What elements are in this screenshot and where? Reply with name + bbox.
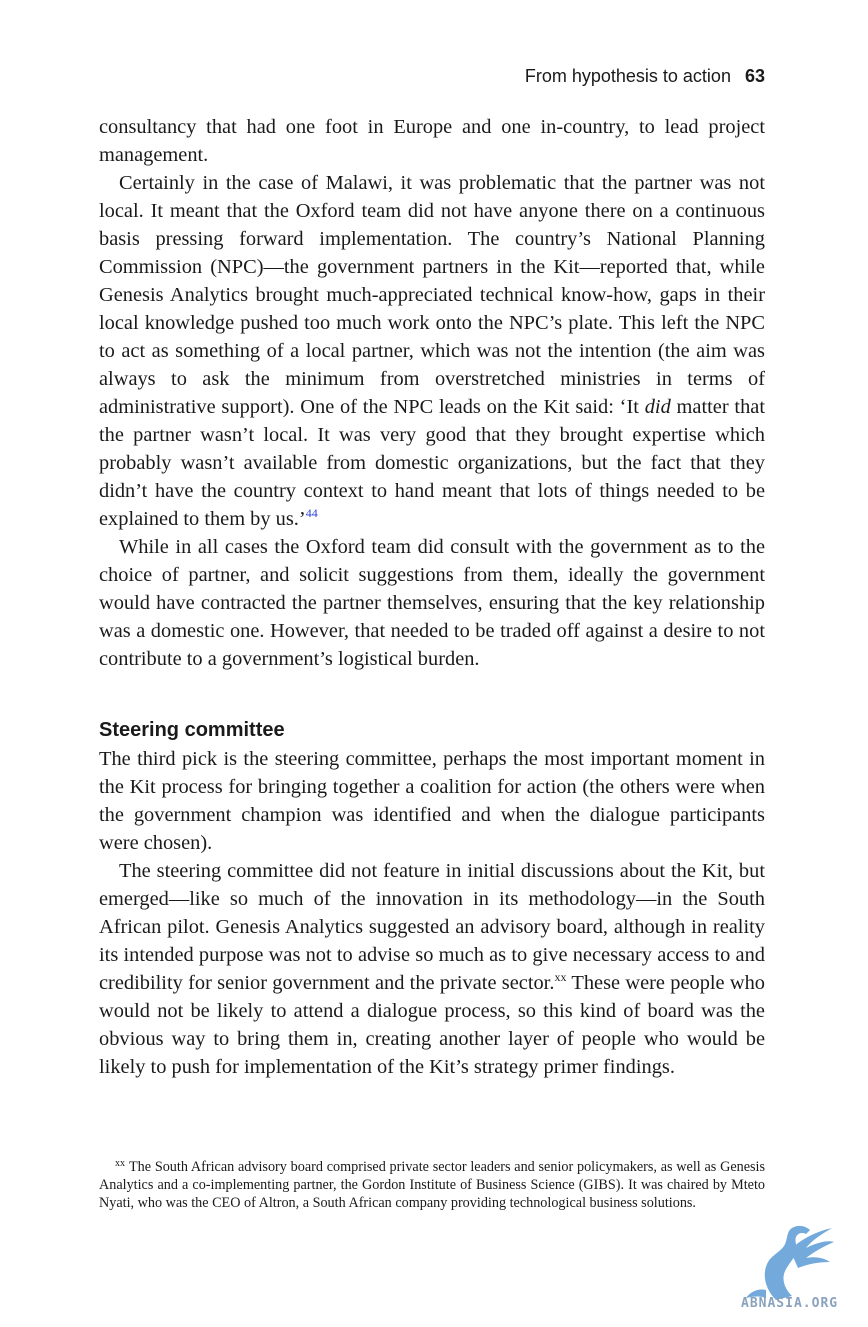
paragraph: The third pick is the steering committee, perhaps the most important moment in the Kit process for bringing together a coalition for action (the others were when the government champion was identified and when the dialogue participants were chosen). xyxy=(99,748,765,854)
endnote-link[interactable]: 44 xyxy=(305,506,318,520)
paragraph: While in all cases the Oxford team did consult with the government as to the choice of partner, and solicit suggestions from them, ideally the government would have contracted the partner themselves, ensuring that the key relationship was a domestic one. However, that needed to be traded off against a desire to not contribute to a government’s logistical burden. xyxy=(99,536,765,670)
footnote-label: xx xyxy=(115,1158,125,1169)
footnote xyxy=(99,1158,765,1212)
main-text-section-1 xyxy=(99,113,765,673)
griffin-logo-icon xyxy=(736,1210,836,1305)
paragraph: Certainly in the case of Malawi, it was problematic that the partner was not local. It meant that the Oxford team did not have anyone there on a continuous basis pressing forward implementation. The country’s National Planning Commission (NPC)—the government partners in the Kit—reported that, while Genesis Analytics brought much-appreciated technical know-how, gaps in their local knowledge pushed too much work onto the NPC’s plate. This left the NPC to act as something of a local partner, which was not the intention (the aim was always to ask the minimum from overstretched ministries in terms of administrative support). One of the NPC leads on the Kit said: ‘It did matter that the partner wasn’t local. It was very good that they brought expertise which probably wasn’t available from domestic organizations, but the fact that they didn’t have the country context to hand meant that lots of things needed to be explained to them by us.’$^{44}$ xyxy=(99,172,765,530)
page-number: 63 xyxy=(744,66,765,86)
footnote-marker: xx xyxy=(554,970,567,984)
watermark-text: ABNASIA.ORG xyxy=(741,1296,839,1311)
section-heading: Steering committee xyxy=(99,719,285,741)
main-text-section-2 xyxy=(99,745,765,1081)
footnote-text: The South African advisory board comprised private sector leaders and senior policymakers, as well as Genesis Analytics and a co-implementing partner, the Gordon Institute of Business Science (GIBS). It was chaired by Mteto Nyati, who was the CEO of Altron, a South African company providing technological business solutions. xyxy=(99,1159,765,1211)
paragraph: consultancy that had one foot in Europe and one in-country, to lead project management. xyxy=(99,116,765,166)
running-header xyxy=(525,66,765,87)
running-title: From hypothesis to action xyxy=(524,66,731,86)
paragraph: The steering committee did not feature in initial discussions about the Kit, but emerged—like so much of the innovation in its methodology—in the South African pilot. Genesis Analytics suggested an advisory board, although in reality its intended purpose was not to advise so much as to give necessary access to and credibility for senior government and the private sector.$^{xx}$ These were people who would not be likely to attend a dialogue process, so this kind of board was the obvious way to bring them in, creating another layer of people who would be likely to push for implementation of the Kit’s strategy primer findings. xyxy=(99,860,766,1078)
